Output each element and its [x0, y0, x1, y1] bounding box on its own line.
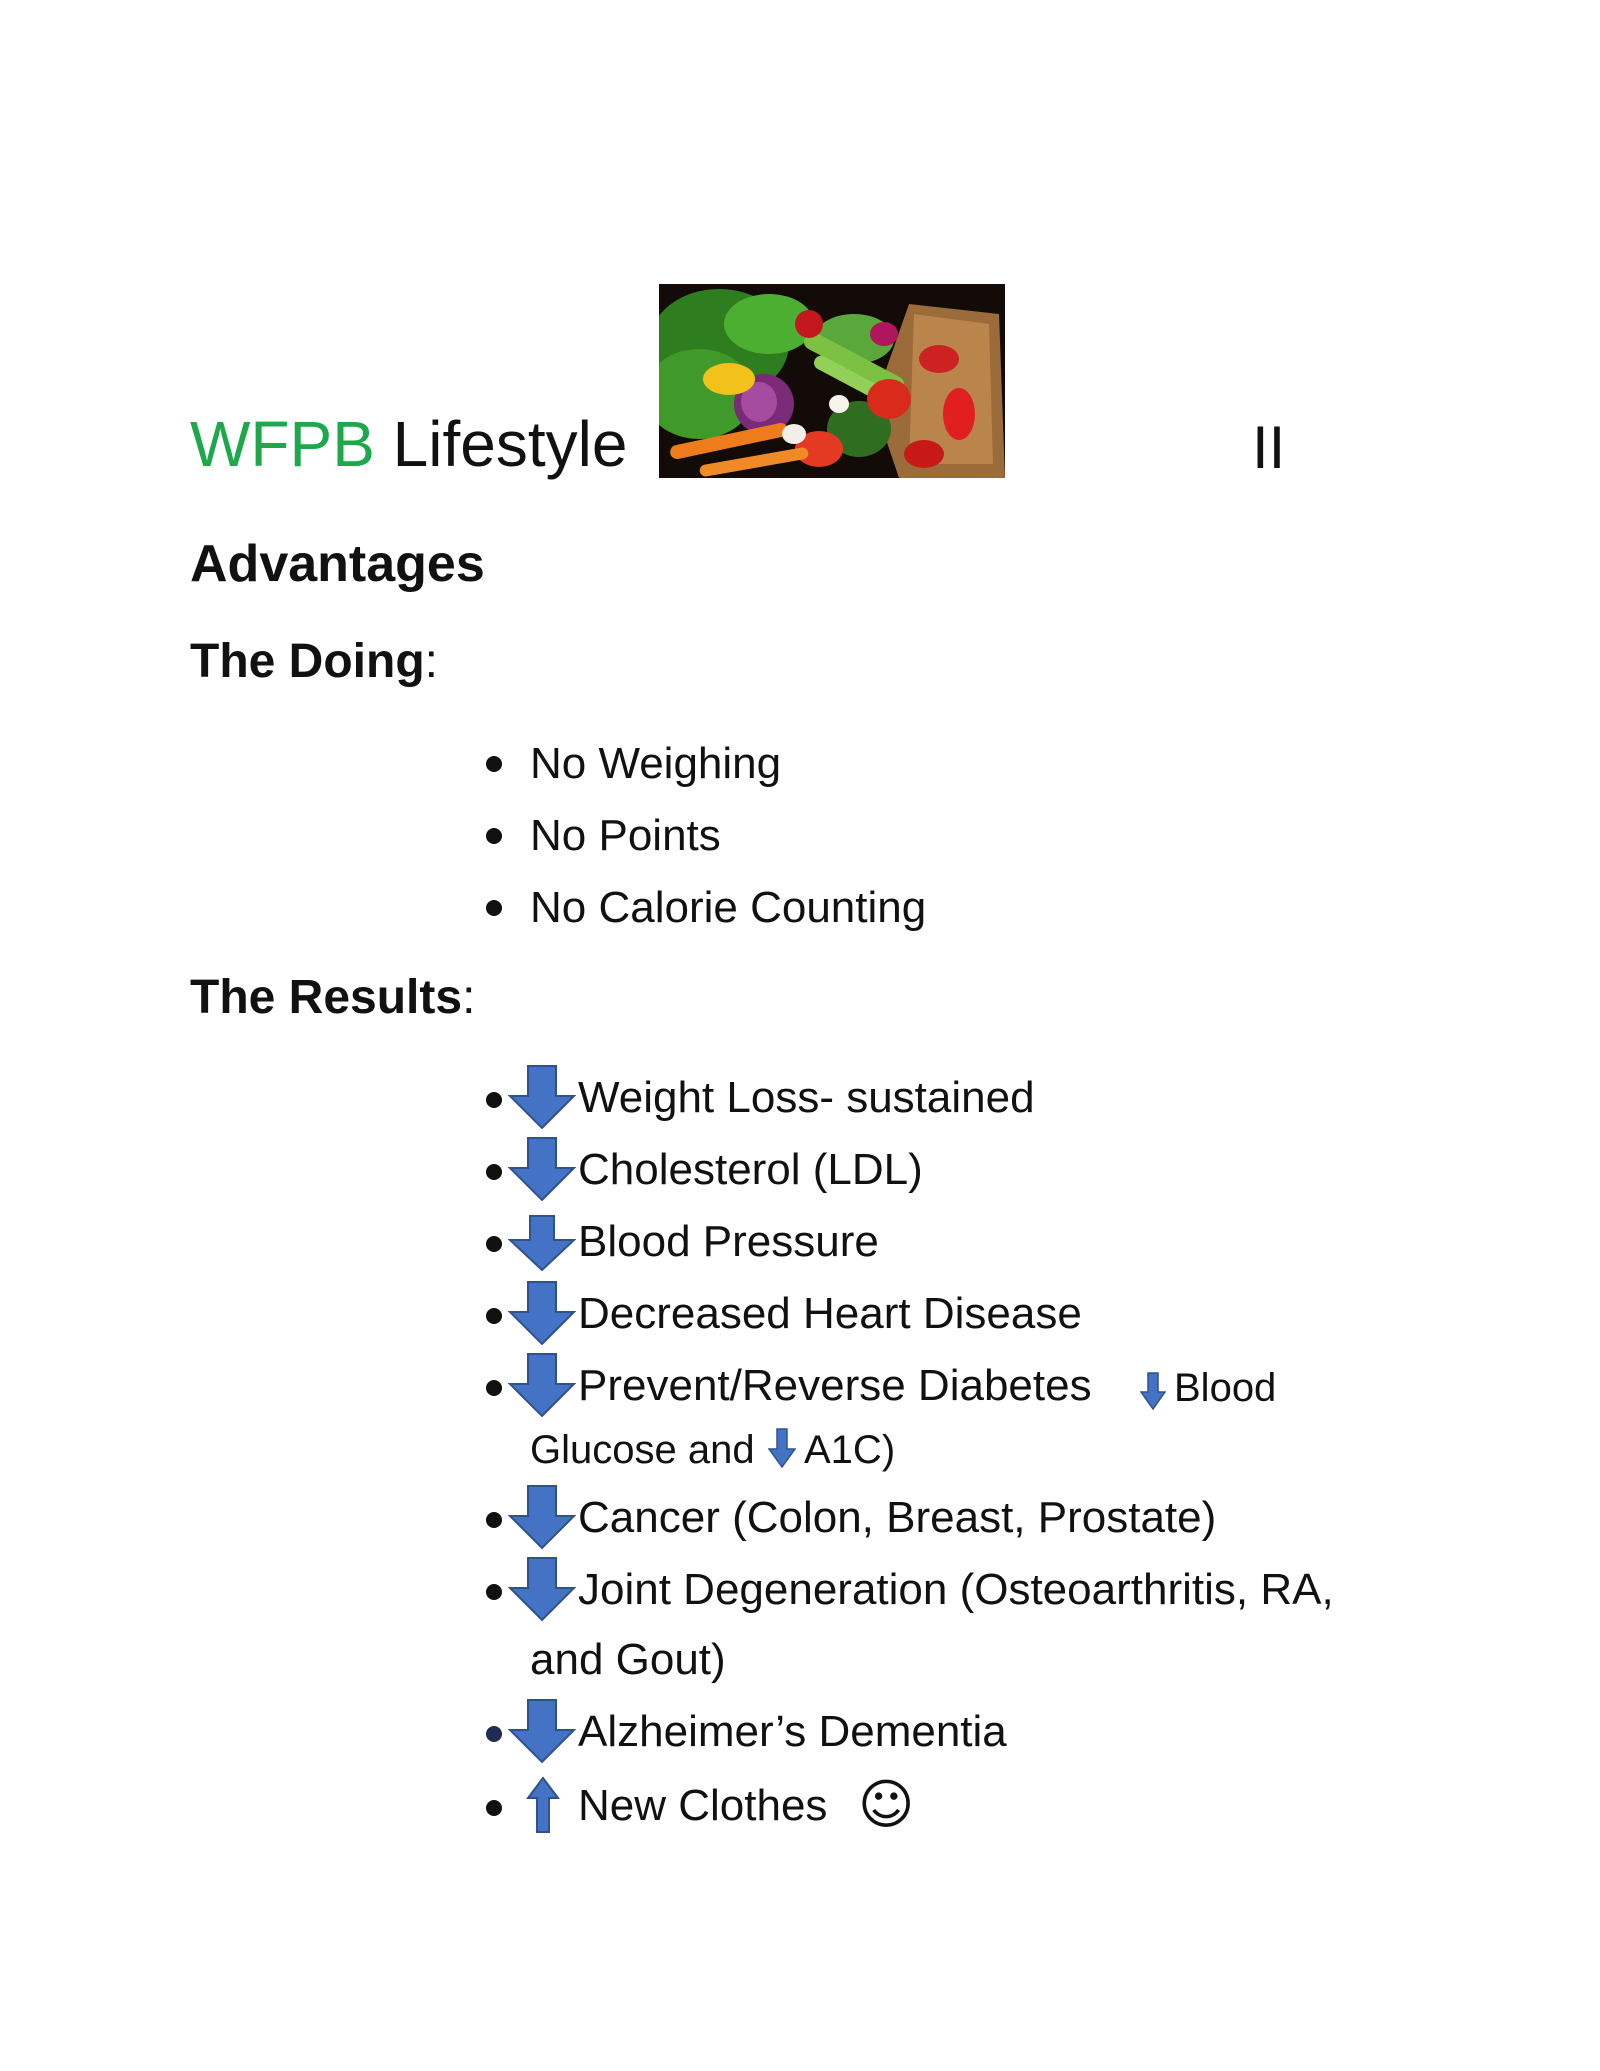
- arrow-down-icon: [508, 1352, 576, 1418]
- arrow-down-icon: [508, 1698, 576, 1764]
- doing-label: The Doing: [190, 635, 425, 688]
- smiley-emoji: ☺: [858, 1773, 915, 1836]
- bullet-dot: [486, 900, 502, 916]
- list-item-text: No Calorie Counting: [530, 883, 927, 932]
- bullet-dot: [486, 1380, 502, 1396]
- bullet-dot: [486, 1092, 502, 1108]
- small-arrow-down-icon: [1140, 1372, 1166, 1410]
- arrow-down-icon: [508, 1214, 576, 1272]
- bullet-dot: [486, 1236, 502, 1252]
- doing-colon: :: [424, 635, 438, 688]
- title-wfpb: WFPB: [190, 408, 375, 480]
- list-item-text: Decreased Heart Disease: [578, 1289, 1082, 1338]
- vegetables-image: [659, 284, 1005, 478]
- arrow-down-icon: [508, 1280, 576, 1346]
- bullet-dot: [486, 1584, 502, 1600]
- list-item-text: Alzheimer’s Dementia: [578, 1707, 1007, 1756]
- small-arrow-down-icon: [768, 1428, 796, 1468]
- bullet-dot: [486, 1308, 502, 1324]
- list-item-text: Prevent/Reverse Diabetes: [578, 1361, 1092, 1410]
- list-item-text: No Points: [530, 811, 721, 860]
- list-item-text: Joint Degeneration (Osteoarthritis, RA,: [578, 1565, 1334, 1614]
- part-number: II: [1252, 414, 1286, 481]
- arrow-down-icon: [508, 1064, 576, 1130]
- results-label: The Results: [190, 971, 463, 1024]
- list-item-continuation: [804, 1430, 895, 1470]
- advantages-heading: Advantages: [190, 535, 485, 593]
- list-item-text: Cancer (Colon, Breast, Prostate): [578, 1493, 1217, 1542]
- bullet-dot: [486, 828, 502, 844]
- results-heading: [190, 971, 476, 1024]
- bullet-dot: [486, 1164, 502, 1180]
- continuation-text-a: Glucose and: [530, 1428, 755, 1472]
- results-colon: :: [462, 971, 476, 1024]
- list-item-continuation: [530, 1430, 755, 1470]
- bullet-dot: [486, 1726, 502, 1742]
- list-item-text: No Weighing: [530, 739, 782, 788]
- arrow-up-icon: [526, 1776, 560, 1834]
- arrow-down-icon: [508, 1136, 576, 1202]
- list-item-text: Weight Loss- sustained: [578, 1073, 1035, 1122]
- list-item-tail-text: Blood: [1174, 1366, 1277, 1410]
- arrow-down-icon: [508, 1484, 576, 1550]
- continuation-text-b: A1C): [804, 1428, 896, 1472]
- list-item-text: Cholesterol (LDL): [578, 1145, 923, 1194]
- bullet-dot: [486, 756, 502, 772]
- vegetables-illustration: [659, 284, 1005, 478]
- page-title: [190, 408, 628, 480]
- list-item-continuation: and Gout): [530, 1635, 726, 1684]
- title-lifestyle: Lifestyle: [392, 408, 628, 480]
- arrow-down-icon: [508, 1556, 576, 1622]
- list-item-text: New Clothes: [578, 1781, 828, 1830]
- bullet-dot: [486, 1512, 502, 1528]
- bullet-dot: [486, 1800, 502, 1816]
- list-item-text: Blood Pressure: [578, 1217, 879, 1266]
- doing-heading: [190, 635, 438, 688]
